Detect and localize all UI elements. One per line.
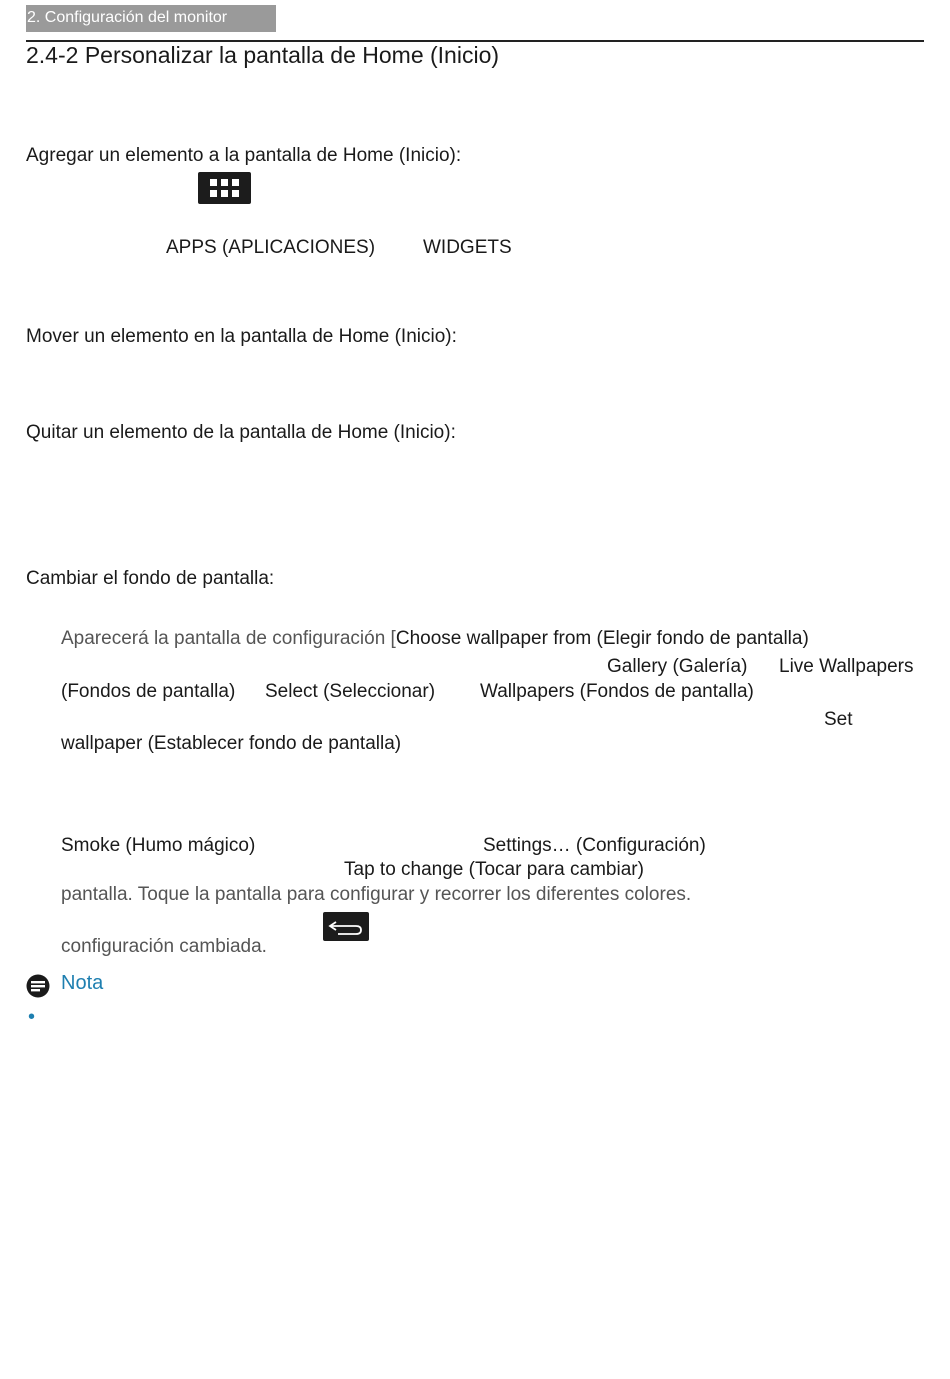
note-icon bbox=[26, 974, 50, 998]
remove-heading: Quitar un elemento de la pantalla de Home (Inicio): bbox=[26, 422, 456, 443]
set-label: Set bbox=[824, 709, 853, 730]
move-heading: Mover un elemento en la pantalla de Home (Inicio): bbox=[26, 326, 457, 347]
pantalla-text: pantalla. Toque la pantalla para configurar y recorrer los diferentes colores. bbox=[61, 884, 692, 905]
back-arrow-icon bbox=[323, 912, 369, 941]
section-tab: 2. Configuración del monitor bbox=[26, 5, 276, 32]
live-wallpapers-label: Live Wallpapers bbox=[779, 656, 914, 677]
apps-label: APPS (APLICACIONES) bbox=[166, 237, 376, 258]
tap-to-change-label: Tap to change (Tocar para cambiar) bbox=[344, 859, 644, 880]
choose-wallpaper-label: Choose wallpaper from (Elegir fondo de pantalla) bbox=[395, 628, 809, 649]
wallpaper-heading: Cambiar el fondo de pantalla: bbox=[26, 568, 275, 589]
wallpaper-line-1 bbox=[61, 628, 809, 650]
set-wallpaper-label: wallpaper (Establecer fondo de pantalla) bbox=[61, 733, 402, 754]
add-heading: Agregar un elemento a la pantalla de Home (Inicio): bbox=[26, 145, 462, 166]
config-screen-text: Aparecerá la pantalla de configuración [ bbox=[61, 628, 396, 649]
wallpapers-label: Wallpapers (Fondos de pantalla) bbox=[480, 681, 754, 702]
fondos-label: (Fondos de pantalla) bbox=[61, 681, 236, 702]
select-label: Select (Seleccionar) bbox=[265, 681, 436, 702]
config-changed-text: configuración cambiada. bbox=[61, 936, 267, 957]
smoke-label: Smoke (Humo mágico) bbox=[61, 835, 256, 856]
note-label: Nota bbox=[61, 972, 104, 994]
apps-grid-icon bbox=[198, 172, 251, 204]
gallery-label: Gallery (Galería) bbox=[607, 656, 748, 677]
settings-label: Settings… (Configuración) bbox=[483, 835, 706, 856]
widgets-label: WIDGETS bbox=[423, 237, 512, 258]
page-title: 2.4-2 Personalizar la pantalla de Home (Inicio) bbox=[26, 42, 500, 68]
note-bullet: • bbox=[28, 1006, 36, 1028]
